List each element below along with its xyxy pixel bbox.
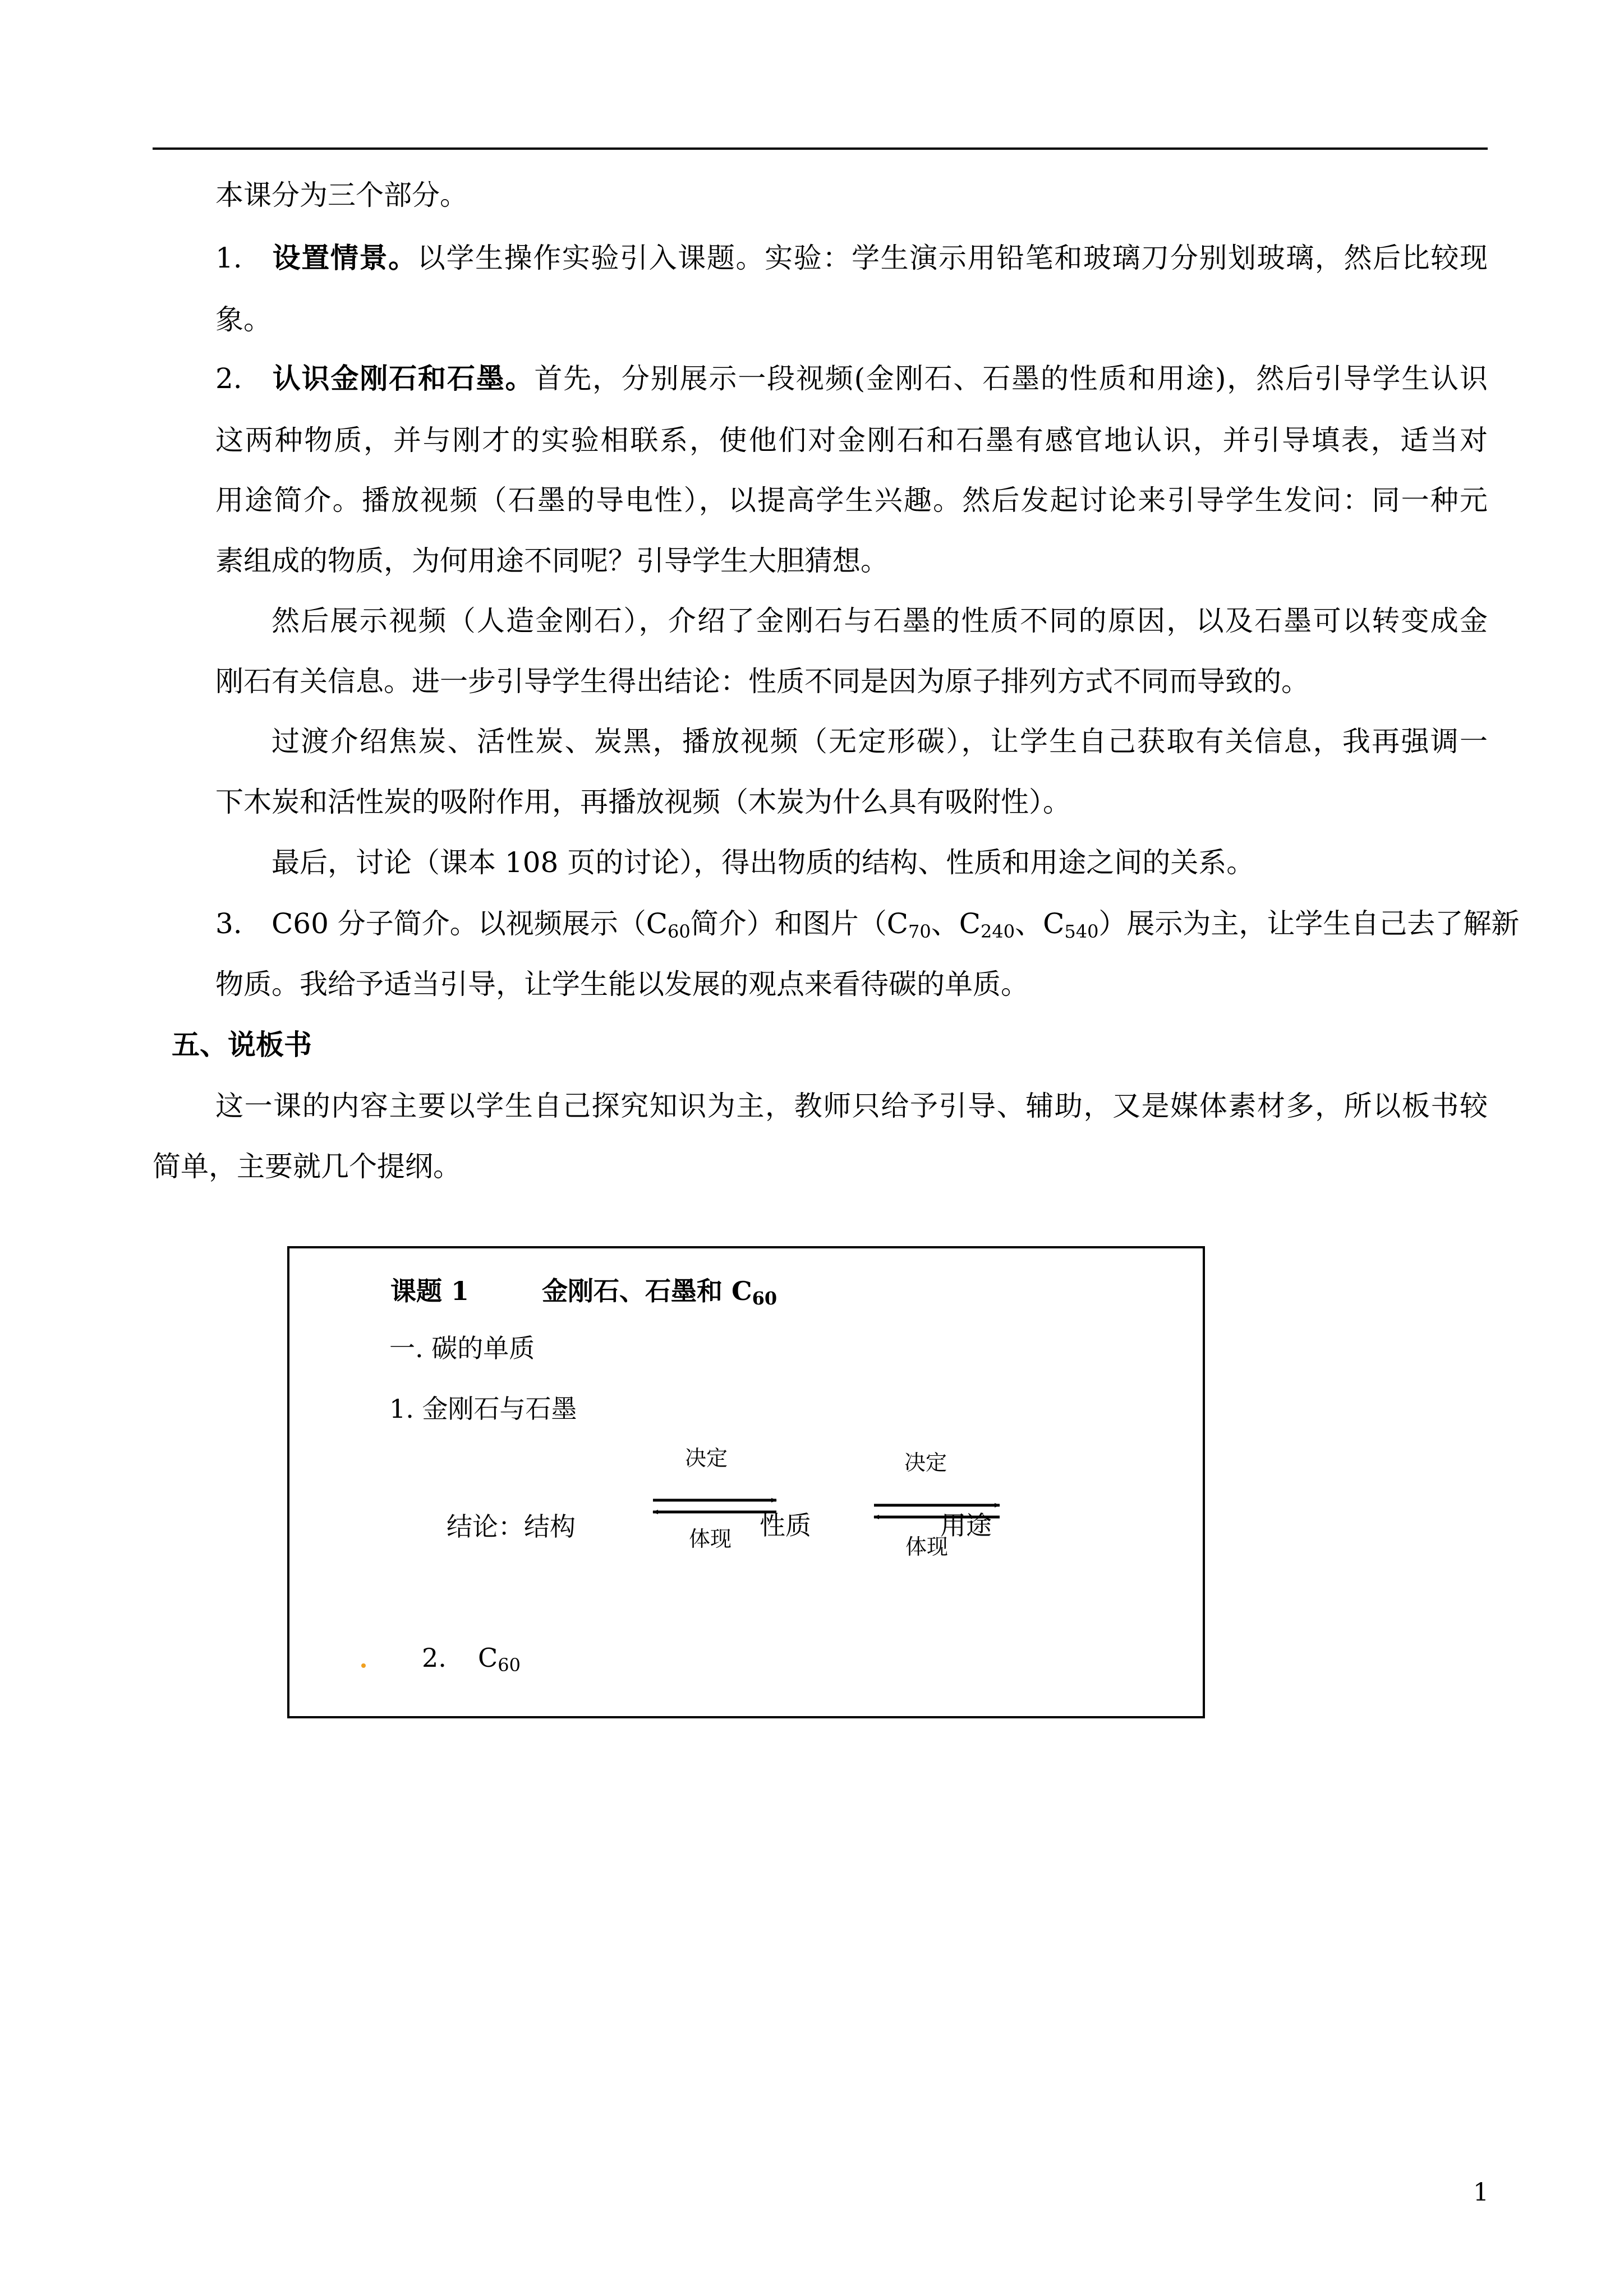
section1-number: 1. [215, 242, 242, 274]
header-rule [153, 147, 1488, 150]
arrow1-bottom-label: 体现 [689, 1527, 732, 1551]
section5-line2: 简单，主要就几个提纲。 [153, 1150, 461, 1183]
arrow2-bottom-label: 体现 [905, 1534, 949, 1559]
section2-line2: 这两种物质，并与刚才的实验相联系，使他们对金刚石和石墨有感官地认识，并引导填表，适当对 [215, 424, 1488, 457]
section2-line1 [215, 362, 1488, 395]
section2-para2-line2: 刚石有关信息。进一步引导学生得出结论：性质不同是因为原子排列方式不同而导致的。 [215, 665, 1309, 698]
section1-text: 以学生操作实验引入课题。实验：学生演示用铅笔和玻璃刀分别划玻璃，然后比较现 [417, 242, 1488, 274]
section2-line3: 用途简介。播放视频（石墨的导电性），以提高学生兴趣。然后发起讨论来引导学生发问：同一种元 [215, 484, 1488, 517]
section1-heading: 设置情景。 [272, 241, 417, 274]
section2-heading: 认识金刚石和石墨。 [272, 362, 535, 395]
board-conclusion-structure: 结论：结构 [447, 1511, 576, 1542]
section2-para4: 最后，讨论（课本 108 页的讨论），得出物质的结构、性质和用途之间的关系。 [272, 846, 1255, 879]
section2-line4: 素组成的物质，为何用途不同呢？引导学生大胆猜想。 [215, 545, 889, 577]
section2-text: 首先，分别展示一段视频(金刚石、石墨的性质和用途)，然后引导学生认识 [534, 362, 1488, 395]
arrow2-top-label: 决定 [904, 1450, 947, 1475]
section2-para3-line1: 过渡介绍焦炭、活性炭、炭黑，播放视频（无定形碳），让学生自己获取有关信息，我再强调一 [272, 725, 1488, 758]
section2-para2-line1: 然后展示视频（人造金刚石），介绍了金刚石与石墨的性质不同的原因，以及石墨可以转变成金 [272, 605, 1488, 637]
stray-mark [361, 1663, 366, 1668]
section2-number: 2. [215, 362, 242, 395]
board-property: 性质 [760, 1510, 811, 1541]
arrow1-top-label: 决定 [685, 1446, 728, 1470]
section2-para3-line2: 下木炭和活性炭的吸附作用，再播放视频（木炭为什么具有吸附性）。 [215, 786, 1071, 818]
board-lesson-label: 课题 1 [390, 1276, 470, 1306]
board-item1: 1. 金刚石与石墨 [389, 1394, 577, 1424]
board-usage: 用途 [940, 1510, 992, 1541]
blackboard-outline [287, 1246, 1205, 1718]
intro-text: 本课分为三个部分。 [215, 179, 468, 211]
board-part1: 一. 碳的单质 [389, 1333, 535, 1363]
section1-line1 [215, 241, 1488, 275]
page-number: 1 [1473, 2178, 1489, 2207]
board-lesson-title: 金刚石、石墨和 $C_{60}$ [542, 1276, 778, 1309]
section3-line1: 3. C60 分子简介。以视频展示（$C_{60}$简介）和图片（$C_{70}$、$C_{240}$、$C_{540}$）展示为主，让学生自己去了解新 [215, 907, 1520, 942]
section3-number: 3. [215, 907, 242, 940]
section5-heading: 五、说板书 [172, 1028, 312, 1061]
section5-line1: 这一课的内容主要以学生自己探究知识为主，教师只给予引导、辅助，又是媒体素材多，所以板书较 [215, 1090, 1488, 1122]
section3-line2: 物质。我给予适当引导，让学生能以发展的观点来看待碳的单质。 [215, 968, 1029, 1001]
section1-line2: 象。 [215, 303, 272, 336]
board-item2: $C_{60}$ [478, 1643, 521, 1676]
board-item2-number: 2. [422, 1643, 447, 1673]
